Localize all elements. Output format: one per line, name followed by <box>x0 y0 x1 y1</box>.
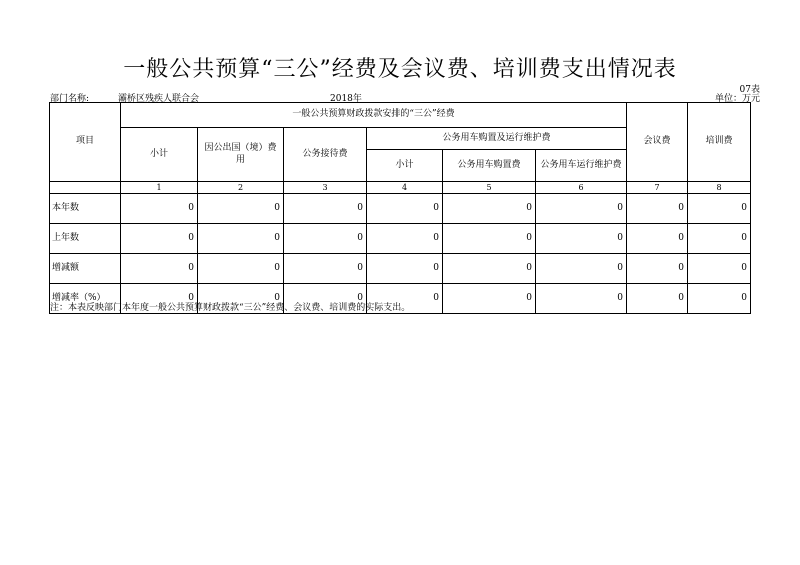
table-row <box>50 254 751 284</box>
col-number-blank <box>50 182 121 194</box>
table-cell: 0 <box>198 254 284 284</box>
table-cell: 0 <box>627 224 688 254</box>
row-label: 增减率（%） <box>50 284 121 314</box>
table-cell: 0 <box>443 194 536 224</box>
col-number: 1 <box>121 182 198 194</box>
header-vehicle-subtotal: 小计 <box>367 150 443 182</box>
table-cell: 0 <box>536 254 627 284</box>
table-cell: 0 <box>284 224 367 254</box>
table-cell: 0 <box>367 194 443 224</box>
col-number: 2 <box>198 182 284 194</box>
table-cell: 0 <box>121 194 198 224</box>
table-cell: 0 <box>198 224 284 254</box>
table-row <box>50 194 751 224</box>
expense-table <box>49 102 751 314</box>
header-meeting: 会议费 <box>627 103 688 182</box>
department-name: 灞桥区残疾人联合会 <box>118 94 200 104</box>
table-cell: 0 <box>198 284 284 314</box>
row-label: 上年数 <box>50 224 121 254</box>
table-cell: 0 <box>688 284 751 314</box>
footnote: 注：本表反映部门本年度一般公共预算财政拨款“三公”经费、会议费、培训费的实际支出。 <box>50 303 411 313</box>
table-cell: 0 <box>688 224 751 254</box>
report-year: 2018年 <box>330 94 362 104</box>
table-cell: 0 <box>284 284 367 314</box>
table-cell: 0 <box>443 254 536 284</box>
table-cell: 0 <box>536 194 627 224</box>
header-vehicle-purchase: 公务用车购置费 <box>443 150 536 182</box>
header-vehicle-group: 公务用车购置及运行维护费 <box>367 128 627 150</box>
table-cell: 0 <box>121 284 198 314</box>
row-label: 本年数 <box>50 194 121 224</box>
header-subtotal: 小计 <box>121 128 198 182</box>
header-training: 培训费 <box>688 103 751 182</box>
col-number: 3 <box>284 182 367 194</box>
row-label: 增减额 <box>50 254 121 284</box>
col-number: 8 <box>688 182 751 194</box>
table-cell: 0 <box>121 254 198 284</box>
header-vehicle-operation: 公务用车运行维护费 <box>536 150 627 182</box>
header-abroad: 因公出国（境）费用 <box>198 128 284 182</box>
table-cell: 0 <box>688 194 751 224</box>
table-cell: 0 <box>367 284 443 314</box>
header-item: 项目 <box>50 103 121 182</box>
col-number: 4 <box>367 182 443 194</box>
page-title: 一般公共预算“三公”经费及会议费、培训费支出情况表 <box>123 57 677 82</box>
table-row <box>50 224 751 254</box>
table-cell: 0 <box>198 194 284 224</box>
table-cell: 0 <box>284 194 367 224</box>
table-cell: 0 <box>536 224 627 254</box>
unit-label: 单位：万元 <box>714 94 760 104</box>
table-cell: 0 <box>284 254 367 284</box>
col-number: 6 <box>536 182 627 194</box>
col-number: 5 <box>443 182 536 194</box>
department-label: 部门名称: <box>50 94 90 104</box>
form-number: 07表 <box>739 85 760 95</box>
table-cell: 0 <box>627 284 688 314</box>
table-cell: 0 <box>443 284 536 314</box>
header-reception: 公务接待费 <box>284 128 367 182</box>
col-number: 7 <box>627 182 688 194</box>
header-group: 一般公共预算财政拨款安排的“三公”经费 <box>121 103 627 128</box>
table-cell: 0 <box>121 224 198 254</box>
table-cell: 0 <box>688 254 751 284</box>
table-cell: 0 <box>536 284 627 314</box>
table-cell: 0 <box>443 224 536 254</box>
table-cell: 0 <box>367 224 443 254</box>
table-cell: 0 <box>367 254 443 284</box>
table-cell: 0 <box>627 194 688 224</box>
table-cell: 0 <box>627 254 688 284</box>
